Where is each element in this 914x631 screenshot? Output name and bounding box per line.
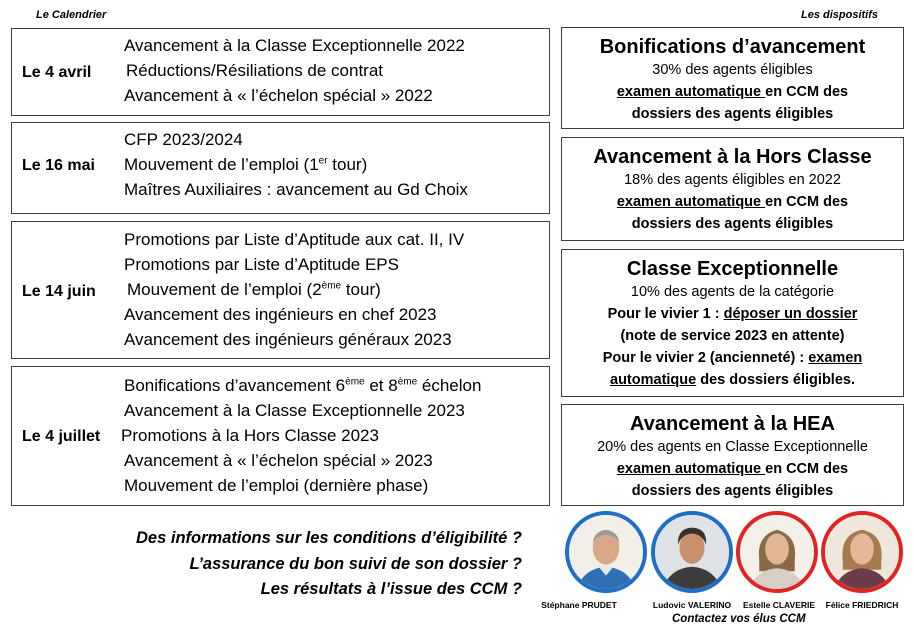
- dispositif-line: Pour le vivier 1 : déposer un dossier: [607, 306, 858, 322]
- calendar-items: [121, 373, 482, 498]
- dispositif-line: 10% des agents de la catégorie: [630, 284, 835, 300]
- elu-name: Estelle CLAVERIE: [742, 600, 816, 610]
- elu-name: Ludovic VALERINO: [652, 600, 732, 610]
- avatar-felice-friedrich: [821, 511, 903, 593]
- person-icon: [825, 515, 899, 589]
- calendar-item: CFP 2023/2024: [124, 130, 243, 149]
- calendar-box-16-mai: [11, 122, 550, 214]
- calendar-date: Le 4 juillet: [22, 428, 101, 445]
- calendar-date: Le 4 avril: [22, 64, 92, 81]
- calendar-items: [124, 33, 465, 108]
- dispositif-bonifications: [561, 27, 904, 129]
- question-suivi: L’assurance du bon suivi de son dossier ?: [189, 555, 522, 573]
- dispositif-line: examen automatique en CCM des: [616, 84, 849, 100]
- calendar-items: [124, 227, 464, 352]
- dispositif-line: Pour le vivier 2 (ancienneté) : examen: [602, 350, 863, 366]
- dispositif-line: 20% des agents en Classe Exceptionnelle: [597, 439, 868, 455]
- dispositif-line: examen automatique en CCM des: [616, 461, 849, 477]
- question-eligibility: Des informations sur les conditions d’éligibilité ?: [136, 529, 522, 547]
- dispositif-hea: [561, 404, 904, 506]
- calendar-box-4-juillet: [11, 366, 550, 506]
- calendar-header: Le Calendrier: [36, 9, 107, 21]
- dispositif-line: 18% des agents éligibles en 2022: [624, 172, 841, 188]
- calendar-item: Maîtres Auxiliaires : avancement au Gd Choix: [124, 180, 468, 199]
- calendar-item: Mouvement de l’emploi (dernière phase): [124, 476, 429, 495]
- calendar-item: Avancement à la Classe Exceptionnelle 2023: [124, 401, 465, 420]
- dispositif-title: Bonifications d’avancement: [599, 36, 866, 58]
- dispositif-hors-classe: [561, 137, 904, 241]
- dispositif-title: Classe Exceptionnelle: [626, 258, 839, 280]
- calendar-item: Promotions à la Hors Classe 2023: [121, 426, 379, 445]
- dispositif-line: dossiers des agents éligibles: [631, 216, 834, 232]
- dispositif-line: automatique des dossiers éligibles.: [610, 372, 855, 388]
- avatar-estelle-claverie: [736, 511, 818, 593]
- elu-name: Félice FRIEDRICH: [825, 600, 899, 610]
- calendar-date: Le 16 mai: [22, 157, 95, 174]
- calendar-box-14-juin: [11, 221, 550, 359]
- calendar-item: Avancement à « l’échelon spécial » 2023: [124, 451, 433, 470]
- dispositif-line: (note de service 2023 en attente): [620, 328, 845, 344]
- question-resultats: Les résultats à l’issue des CCM ?: [260, 580, 522, 598]
- calendar-item: Avancement des ingénieurs en chef 2023: [124, 305, 437, 324]
- dispositif-title: Avancement à la Hors Classe: [593, 146, 872, 168]
- dispositif-classe-exceptionnelle: [561, 249, 904, 397]
- person-icon: [655, 515, 729, 589]
- calendar-item: Avancement à « l’échelon spécial » 2022: [124, 86, 433, 105]
- calendar-item: Promotions par Liste d’Aptitude aux cat. II, IV: [124, 230, 465, 249]
- elu-name: Stéphane PRUDET: [541, 600, 617, 610]
- dispositif-line: examen automatique en CCM des: [616, 194, 849, 210]
- avatar-stephane-prudet: [565, 511, 647, 593]
- contact-text: Contactez vos élus CCM: [672, 613, 806, 625]
- calendar-item: Bonifications d’avancement 6ème et 8ème échelon: [124, 376, 482, 395]
- calendar-item: Mouvement de l’emploi (2ème tour): [127, 280, 381, 299]
- dispositif-line: dossiers des agents éligibles: [631, 106, 834, 122]
- calendar-item: Réductions/Résiliations de contrat: [126, 61, 384, 80]
- dispositif-line: dossiers des agents éligibles: [631, 483, 834, 499]
- calendar-items: [124, 127, 468, 202]
- avatar-ludovic-valerino: [651, 511, 733, 593]
- calendar-box-4-avril: [11, 28, 550, 116]
- person-icon: [569, 515, 643, 589]
- dispositif-line: 30% des agents éligibles: [652, 62, 813, 78]
- person-icon: [740, 515, 814, 589]
- calendar-item: Avancement à la Classe Exceptionnelle 2022: [124, 36, 465, 55]
- calendar-item: Promotions par Liste d’Aptitude EPS: [124, 255, 399, 274]
- dispositif-title: Avancement à la HEA: [630, 413, 835, 435]
- calendar-item: Mouvement de l’emploi (1er tour): [124, 155, 368, 174]
- calendar-date: Le 14 juin: [22, 283, 96, 300]
- dispositifs-header: Les dispositifs: [801, 9, 879, 21]
- calendar-item: Avancement des ingénieurs généraux 2023: [124, 330, 452, 349]
